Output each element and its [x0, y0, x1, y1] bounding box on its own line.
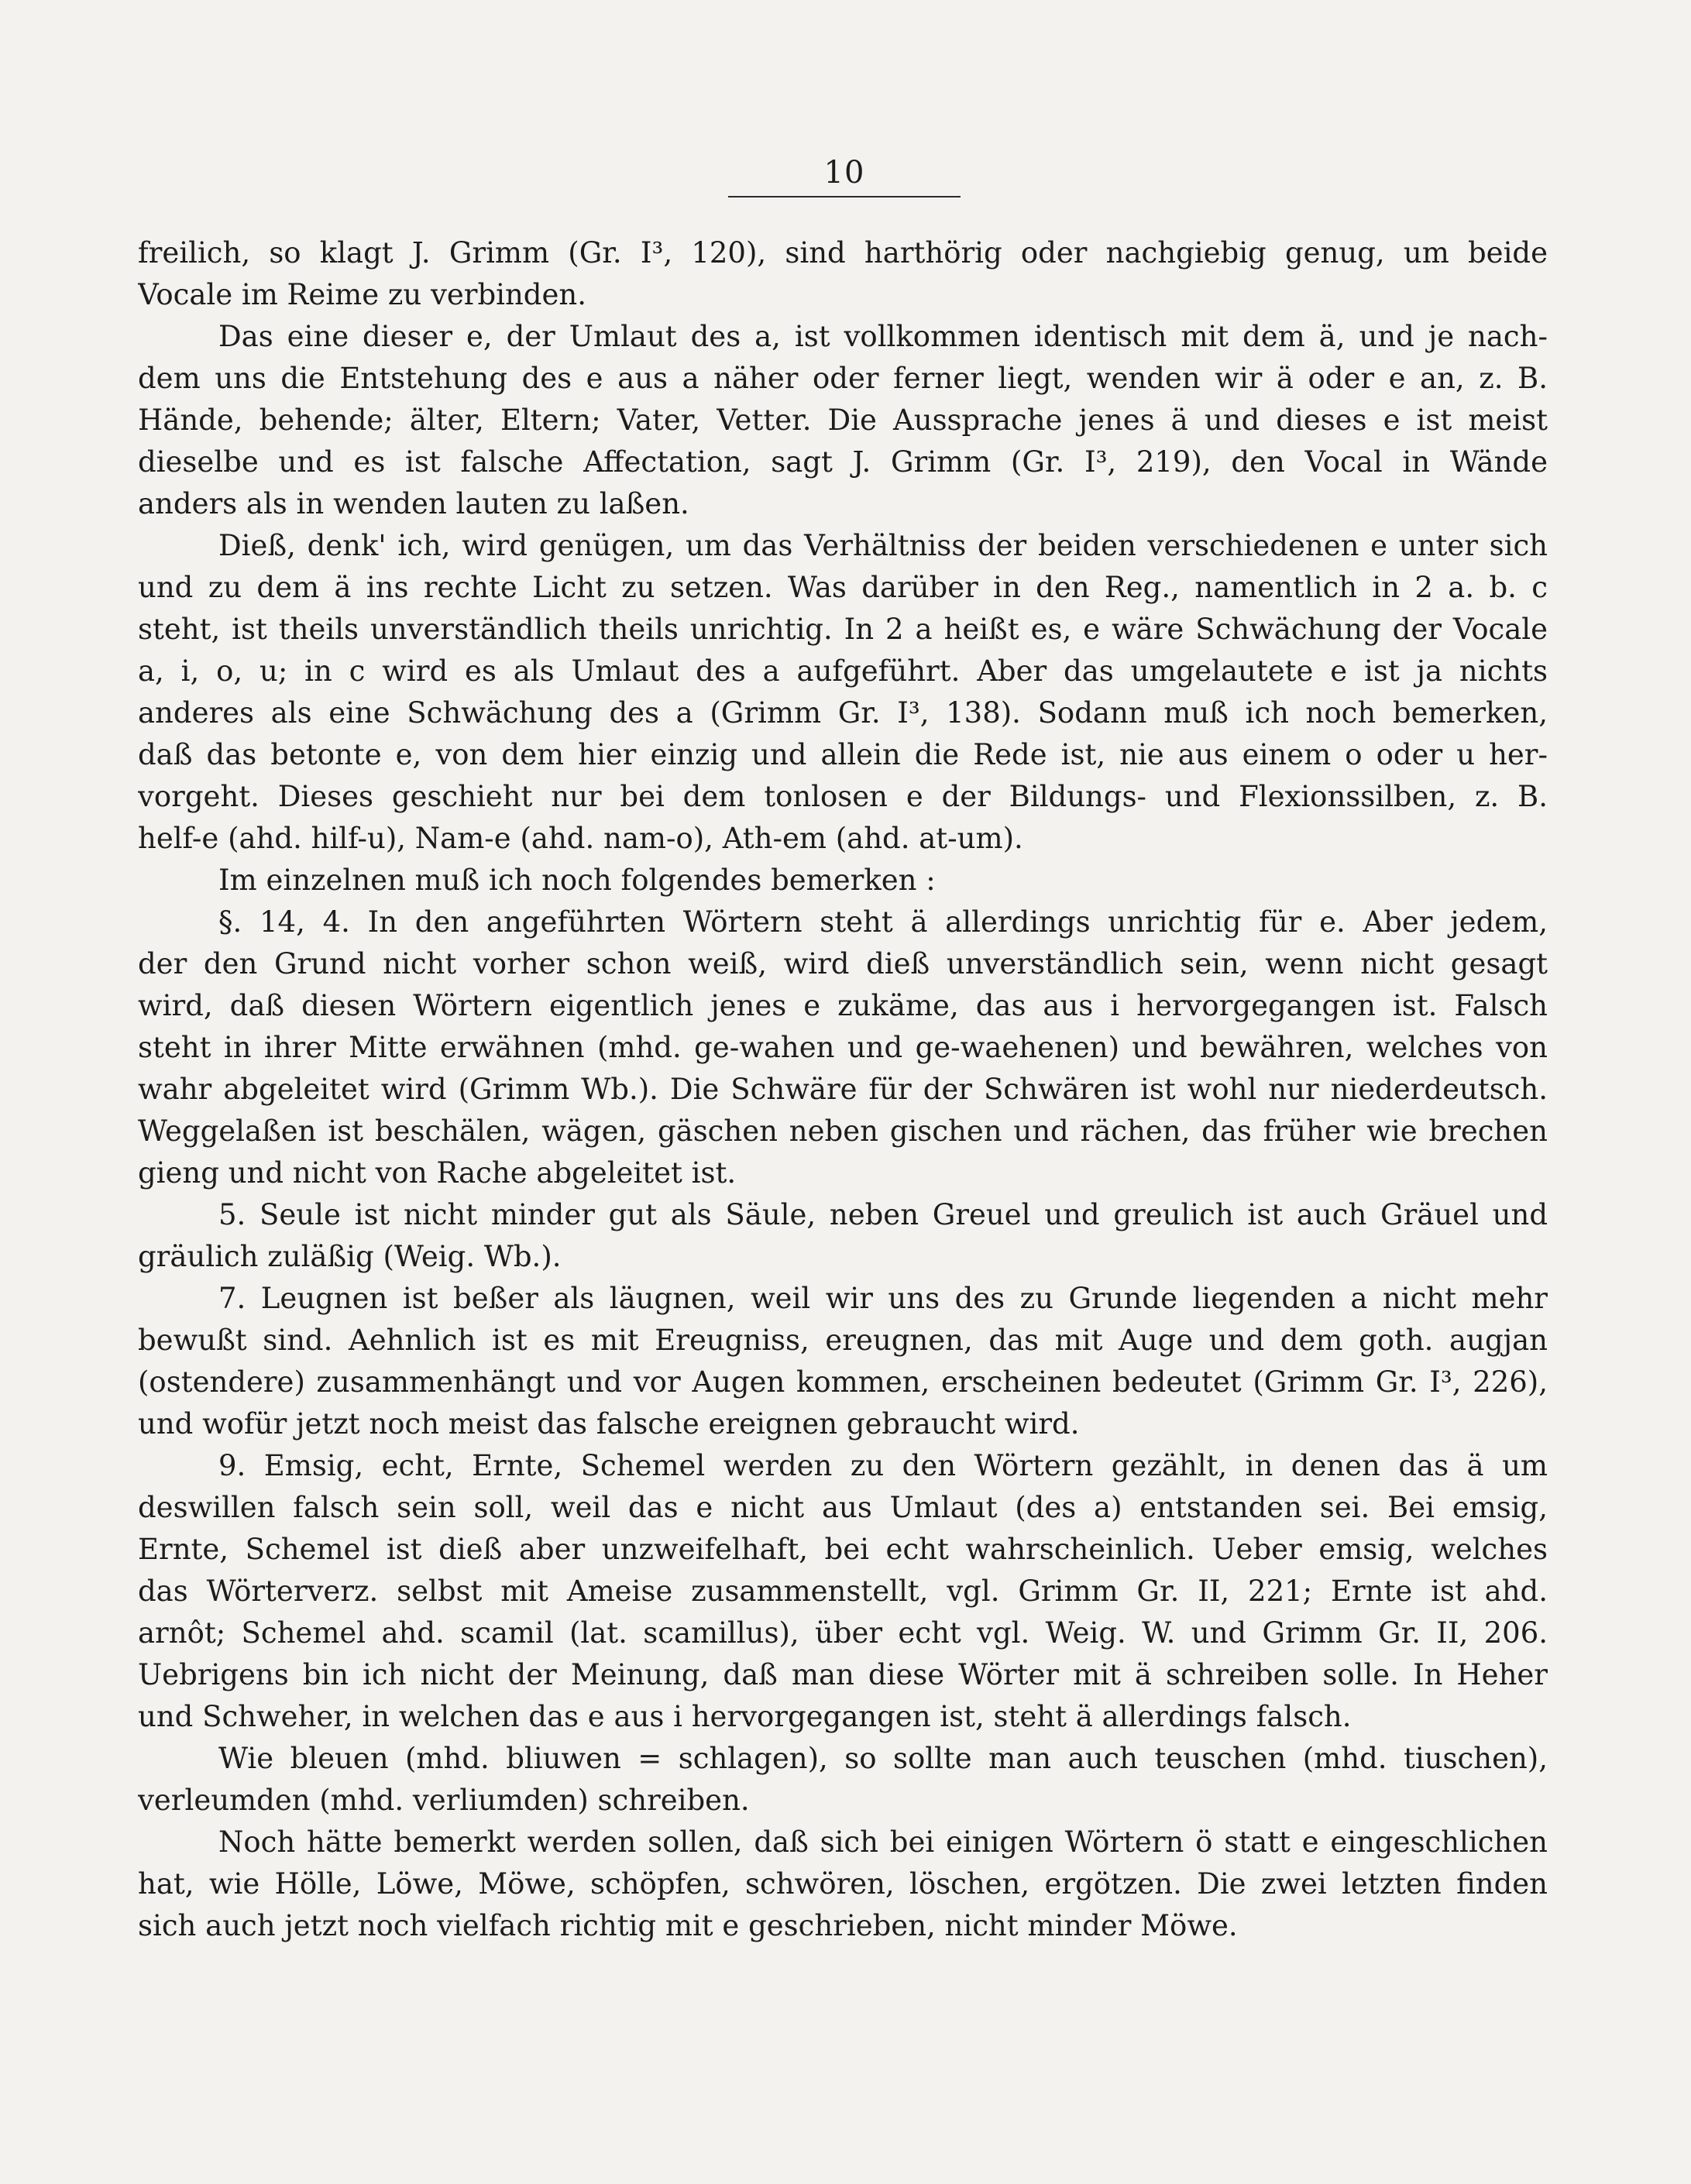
text-line: (ostendere) zusammenhängt und vor Augen kommen, erscheinen bedeutet (Grimm Gr. I³, 226), [138, 1365, 1548, 1399]
text-line: helf-e (ahd. hilf-u), Nam-e (ahd. nam-o), Ath-em (ahd. at-um). [138, 822, 1023, 855]
text-line: Weggelaßen ist beschälen, wägen, gäschen neben gischen und rächen, das früher wie brechen [138, 1114, 1548, 1148]
text-line: Vocale im Reime zu verbinden. [138, 278, 586, 311]
text-line: gieng und nicht von Rache abgeleitet ist. [138, 1156, 737, 1190]
text-line: §. 14, 4. In den angeführten Wörtern steht ä allerdings unrichtig für e. Aber jedem, [218, 905, 1548, 939]
text-line: Hände, behende; älter, Eltern; Vater, Vetter. Die Aussprache jenes ä und dieses e ist meist [138, 403, 1548, 437]
text-line: vorgeht. Dieses geschieht nur bei dem tonlosen e der Bildungs- und Flexionssilben, z. B. [138, 780, 1548, 813]
text-line: hat, wie Hölle, Löwe, Möwe, schöpfen, schwören, löschen, ergötzen. Die zwei letzten finden [138, 1867, 1548, 1901]
text-line: das Wörterverz. selbst mit Ameise zusammenstellt, vgl. Grimm Gr. II, 221; Ernte ist ahd. [138, 1574, 1548, 1608]
text-line: wahr abgeleitet wird (Grimm Wb.). Die Schwäre für der Schwären ist wohl nur niederdeutsch. [138, 1073, 1548, 1106]
text-line: Uebrigens bin ich nicht der Meinung, daß man diese Wörter mit ä schreiben solle. In Heher [138, 1658, 1548, 1691]
text-line: Im einzelnen muß ich noch folgendes bemerken : [218, 864, 936, 897]
text-line: dem uns die Entstehung des e aus a näher oder ferner liegt, wenden wir ä oder e an, z. B. [138, 362, 1548, 395]
text-line: dieselbe und es ist falsche Affectation, sagt J. Grimm (Gr. I³, 219), den Vocal in Wände [138, 445, 1548, 479]
text-line: Dieß, denk' ich, wird genügen, um das Verhältniss der beiden verschiedenen e unter sich [218, 529, 1548, 562]
text-line: sich auch jetzt noch vielfach richtig mit e geschrieben, nicht minder Möwe. [138, 1909, 1238, 1942]
text-line: a, i, o, u; in c wird es als Umlaut des a aufgeführt. Aber das umgelautete e ist ja nichts [138, 654, 1548, 688]
page-number: 10 [823, 155, 865, 191]
header-rule [728, 196, 961, 197]
text-line: verleumden (mhd. verliumden) schreiben. [138, 1784, 750, 1817]
text-line: Noch hätte bemerkt werden sollen, daß sich bei einigen Wörtern ö statt e eingeschlichen [218, 1825, 1548, 1859]
text-line: freilich, so klagt J. Grimm (Gr. I³, 120), sind harthörig oder nachgiebig genug, um beide [138, 236, 1548, 270]
text-line: gräulich zuläßig (Weig. Wb.). [138, 1240, 562, 1273]
text-line: und Schweher, in welchen das e aus i hervorgegangen ist, steht ä allerdings falsch. [138, 1700, 1352, 1733]
text-line: arnôt; Schemel ahd. scamil (lat. scamillus), über echt vgl. Weig. W. und Grimm Gr. II, 206. [138, 1616, 1548, 1650]
text-line: der den Grund nicht vorher schon weiß, wird dieß unverständlich sein, wenn nicht gesagt [138, 947, 1548, 980]
text-line: anders als in wenden lauten zu laßen. [138, 487, 689, 520]
text-line: und wofür jetzt noch meist das falsche ereignen gebraucht wird. [138, 1407, 1080, 1441]
text-line: steht in ihrer Mitte erwähnen (mhd. ge-wahen und ge-waehenen) und bewähren, welches von [138, 1031, 1548, 1064]
text-line: Wie bleuen (mhd. bliuwen = schlagen), so sollte man auch teuschen (mhd. tiuschen), [218, 1742, 1548, 1775]
text-line: Das eine dieser e, der Umlaut des a, ist vollkommen identisch mit dem ä, und je nach- [218, 320, 1548, 353]
text-line: anderes als eine Schwächung des a (Grimm Gr. I³, 138). Sodann muß ich noch bemerken, [138, 696, 1548, 730]
text-line: Ernte, Schemel ist dieß aber unzweifelhaft, bei echt wahrscheinlich. Ueber emsig, welches [138, 1533, 1548, 1566]
text-line: bewußt sind. Aehnlich ist es mit Ereugniss, ereugnen, das mit Auge und dem goth. augjan [138, 1324, 1548, 1357]
text-line: deswillen falsch sein soll, weil das e nicht aus Umlaut (des a) entstanden sei. Bei emsig, [138, 1491, 1548, 1524]
text-line: und zu dem ä ins rechte Licht zu setzen. Was darüber in den Reg., namentlich in 2 a. b. c [138, 571, 1548, 604]
text-line: wird, daß diesen Wörtern eigentlich jenes e zukäme, das aus i hervorgegangen ist. Falsch [138, 989, 1548, 1022]
text-line: steht, ist theils unverständlich theils unrichtig. In 2 a heißt es, e wäre Schwächung der Vocale [138, 613, 1548, 646]
body-text [138, 232, 1548, 1947]
text-line: 5. Seule ist nicht minder gut als Säule, neben Greuel und greulich ist auch Gräuel und [218, 1198, 1548, 1231]
text-line: 7. Leugnen ist beßer als läugnen, weil wir uns des zu Grunde liegenden a nicht mehr [218, 1282, 1548, 1315]
text-line: daß das betonte e, von dem hier einzig und allein die Rede ist, nie aus einem o oder u her- [138, 738, 1548, 771]
text-line: 9. Emsig, echt, Ernte, Schemel werden zu den Wörtern gezählt, in denen das ä um [218, 1449, 1548, 1482]
